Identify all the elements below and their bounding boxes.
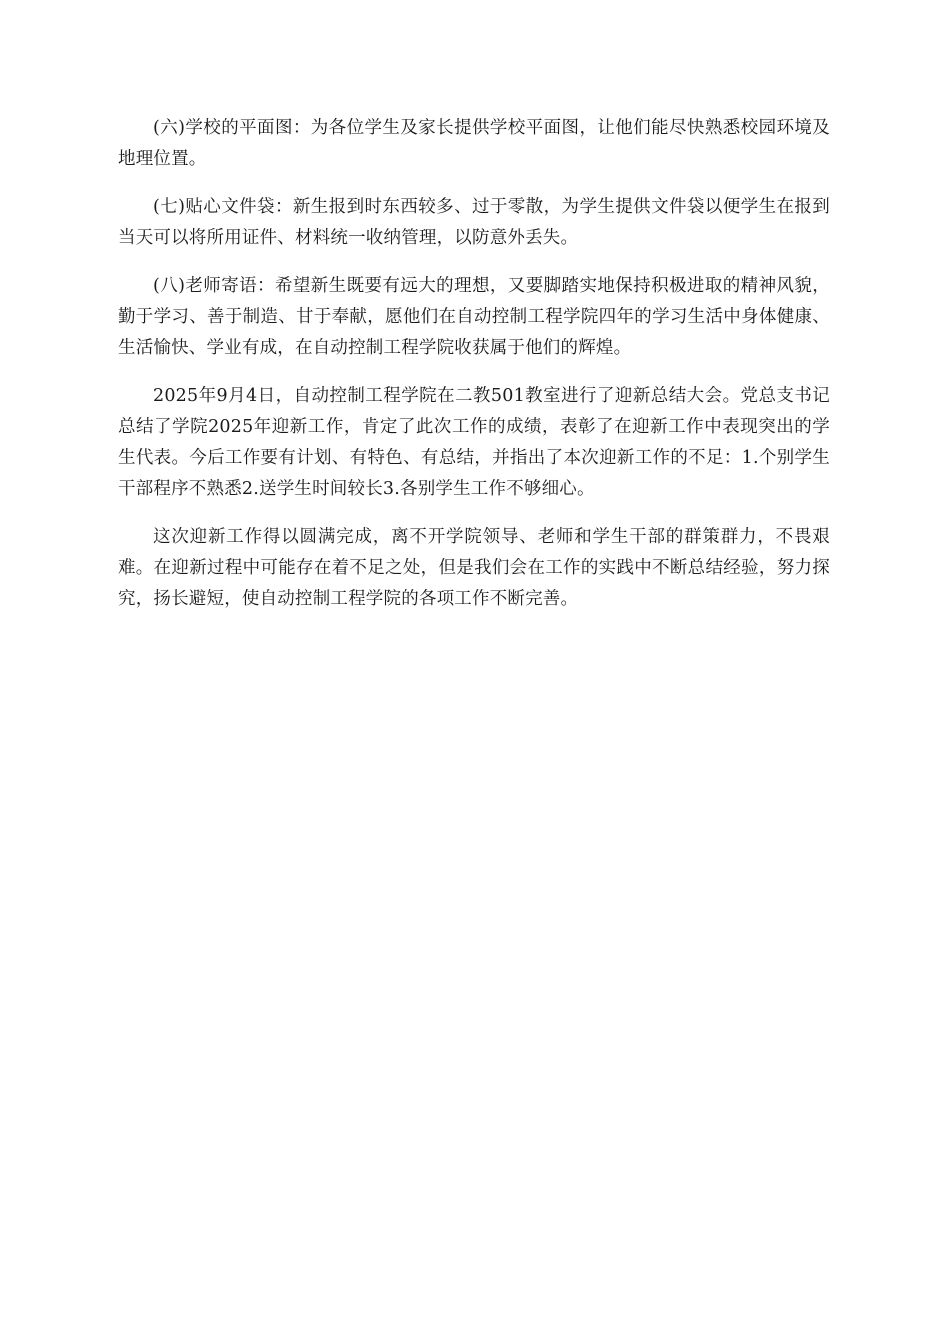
paragraph-document-bag: (七)贴心文件袋：新生报到时东西较多、过于零散，为学生提供文件袋以便学生在报到当天可以将所用证件、材料统一收纳管理，以防意外丢失。 [118, 197, 830, 248]
paragraph-campus-map: (六)学校的平面图：为各位学生及家长提供学校平面图，让他们能尽快熟悉校园环境及地理位置。 [118, 118, 830, 169]
paragraph-summary-meeting: 2025年9月4日，自动控制工程学院在二教501教室进行了迎新总结大会。党总支书记总结了学院2025年迎新工作，肯定了此次工作的成绩，表彰了在迎新工作中表现突出的学生代表。今后工作要有计划、有特色、有总结，并指出了本次迎新工作的不足：1.个别学生干部程序不熟悉2.送学生时间较长3.各别学生工作不够细心。 [118, 386, 830, 499]
paragraph-teacher-message: (八)老师寄语：希望新生既要有远大的理想，又要脚踏实地保持积极进取的精神风貌，勤于学习、善于制造、甘于奉献，愿他们在自动控制工程学院四年的学习生活中身体健康、生活愉快、学业有成，在自动控制工程学院收获属于他们的辉煌。 [118, 276, 830, 358]
document-body [118, 113, 830, 632]
paragraph-conclusion: 这次迎新工作得以圆满完成，离不开学院领导、老师和学生干部的群策群力，不畏艰难。在迎新过程中可能存在着不足之处，但是我们会在工作的实践中不断总结经验，努力探究，扬长避短，使自动控制工程学院的各项工作不断完善。 [118, 527, 830, 609]
